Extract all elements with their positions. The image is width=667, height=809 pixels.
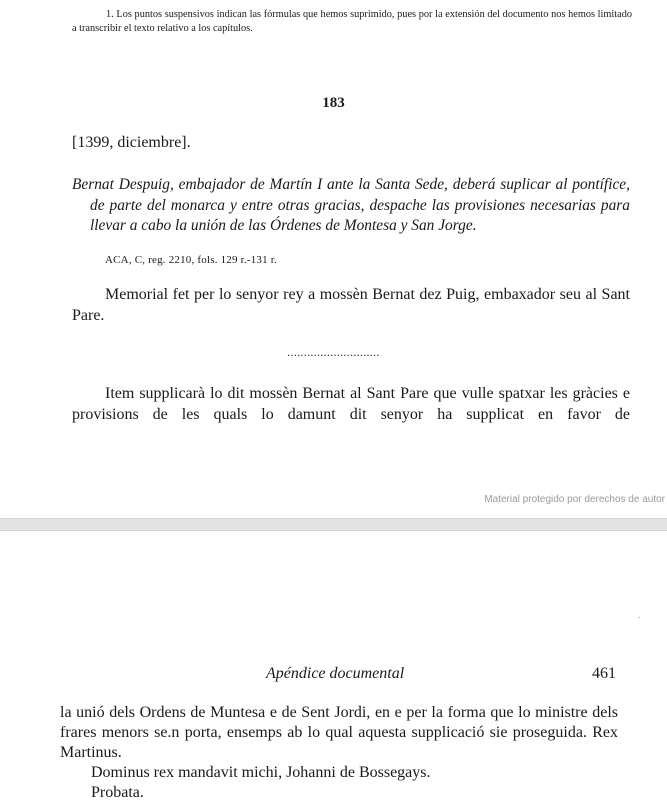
archive-reference: ACA, C, reg. 2210, fols. 129 r.-131 r. (105, 254, 277, 266)
probata-line: Probata. (91, 784, 144, 801)
continuation-text (60, 703, 618, 803)
scan-speck (638, 617, 640, 618)
running-head: Apéndice documental (266, 665, 405, 682)
item-paragraph: Item supplicarà lo dit mossèn Bernat al Sant Pare que vulle spatxar les gràcies e provisions de les quals lo damunt dit senyor ha supplicat en favor de (72, 385, 630, 423)
continuation-paragraph: la unió dels Ordens de Muntesa e de Sent Jordi, en e per la forma que lo ministre dels frares menors se.n porta, ensemps ab lo qual aquesta supplicació sie proseguida. Rex Martinus. (60, 704, 618, 761)
document-summary: Bernat Despuig, embajador de Martín I ante la Santa Sede, deberá suplicar al pontífice, de parte del monarca y entre otras gracias, despache las provisiones necesarias para llevar a cabo la unión de las Órdenes de Montesa y San Jorge. (72, 176, 630, 234)
signature-line: Dominus rex mandavit michi, Johanni de Bossegays. (91, 764, 431, 781)
page-number: 461 (592, 665, 616, 682)
document-date: [1399, diciembre]. (72, 134, 191, 151)
omission-dots: ............................ (287, 345, 380, 359)
copyright-watermark: Material protegido por derechos de autor (484, 494, 665, 505)
book-page-bottom (0, 531, 667, 809)
footnote: 1. Los puntos suspensivos indican las fórmulas que hemos suprimido, pues por la extensión del documento nos hemos limitado a transcribir el texto relativo a los capítulos. (72, 9, 632, 34)
document-number: 183 (322, 95, 345, 111)
memorial-paragraph: Memorial fet per lo senyor rey a mossèn Bernat dez Puig, embaxador seu al Sant Pare. (72, 286, 630, 324)
page-separator (0, 518, 667, 531)
